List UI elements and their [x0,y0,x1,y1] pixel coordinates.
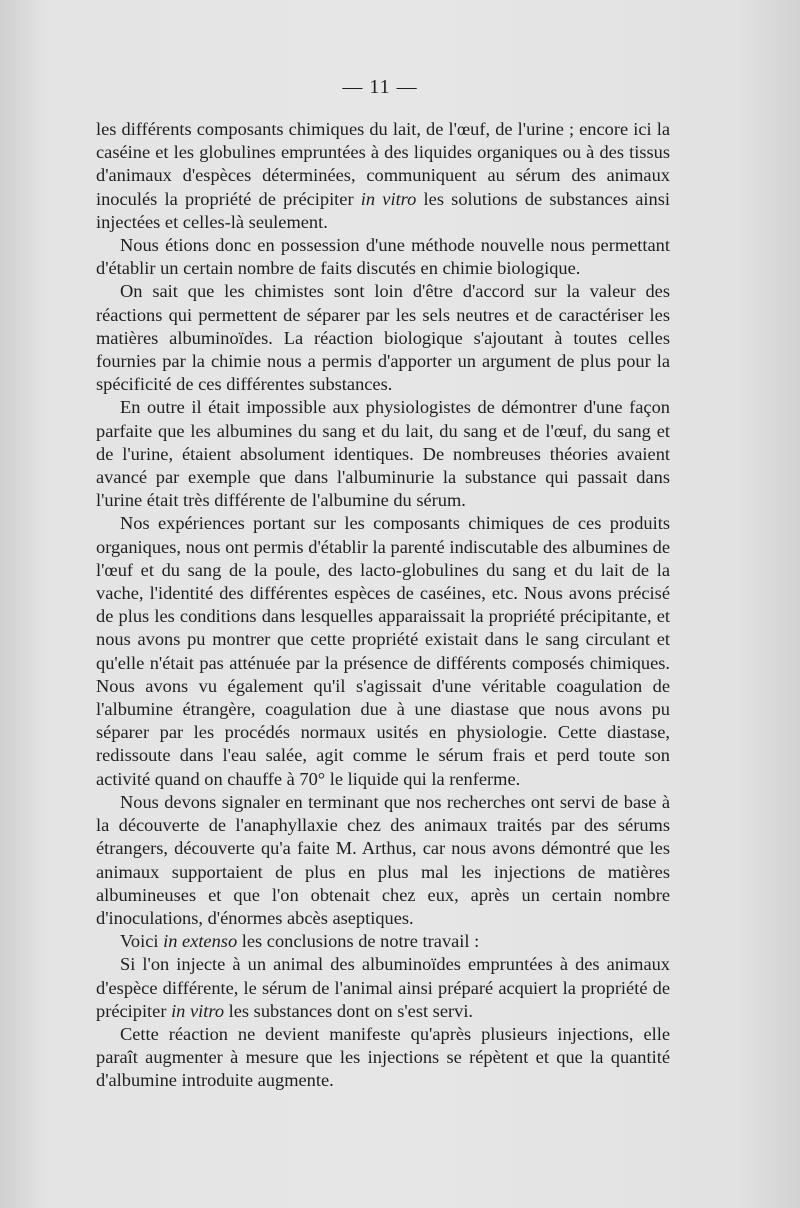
page-number: — 11 — [342,76,418,98]
text-segment: Nous devons signaler en terminant que nos recherches ont servi de base à la découverte de l'anaphyllaxie chez des animaux traités par des sérums étrangers, découverte qu'a faite M. Arthus, car nous avons démontré que les animaux supportaient de plus en plus mal les injections de matières albumineuses et que l'on obtenait chez eux, après un certain nombre d'inoculations, d'énormes abcès aseptiques. [96,791,670,928]
text-segment: les conclusions de notre travail : [237,931,480,952]
paragraph [96,280,670,396]
paragraph [96,396,670,512]
text-segment: Cette réaction ne devient manifeste qu'après plusieurs injections, elle paraît augmenter à mesure que les injections se répètent et que la quantité d'albumine introduite augmente. [96,1023,670,1091]
paragraph [96,512,670,790]
paragraph [96,118,670,234]
paragraph [96,930,670,953]
paragraph [96,791,670,930]
text-segment: Nos expériences portant sur les composants chimiques de ces produits organiques, nous ont permis d'établir la parenté indiscutable des albumines de l'œuf et du sang de la poule, des lacto-globulines du sang et du lait de la vache, l'identité des différentes espèces de caséines, etc. Nous avons précisé de plus les conditions dans lesquelles apparaissait la propriété précipitante, et nous avons pu montrer que cette propriété existait dans le sang circulant et qu'elle n'était pas atténuée par la présence de différents composés chimiques. Nous avons vu également qu'il s'agissait d'une véritable coagulation de l'albumine étrangère, coagulation due à une diastase que nous avons pu séparer par les procédés normaux usités en physiologie. Cette diastase, redissoute dans l'eau salée, agit comme le sérum frais et perd toute son activité quand on chauffe à 70° le liquide qui la renferme. [96,513,670,789]
paragraph [96,234,670,280]
text-segment: les solutions de substances ainsi injectées et celles-là seulement. [96,188,670,232]
paragraph [96,1023,670,1093]
text-segment: On sait que les chimistes sont loin d'être d'accord sur la valeur des réactions qui permettent de séparer par les sels neutres et de caractériser les matières albuminoïdes. La réaction biologique s'ajoutant à toutes celles fournies par la chimie nous a permis d'apporter un argument de plus pour la spécificité de ces différentes substances. [96,281,670,395]
text-segment: les différents composants chimiques du lait, de l'œuf, de l'urine ; encore ici la caséine et les globulines empruntées à des liquides organiques ou à des tissus d'animaux d'espèces déterminées, communiquent au sérum des animaux inoculés la propriété de précipiter [96,119,670,209]
body-text [96,118,670,1093]
italic-text: in extenso [163,931,238,952]
text-segment: Si l'on injecte à un animal des albuminoïdes empruntées à des animaux d'espèce différente, le sérum de l'animal ainsi préparé acquiert la propriété de précipiter [96,954,670,1021]
paragraph [96,953,670,1023]
italic-text: in vitro [171,1000,225,1021]
italic-text: in vitro [360,188,417,209]
text-segment: En outre il était impossible aux physiologistes de démontrer d'une façon parfaite que les albumines du sang et du lait, du sang et de l'œuf, du sang et de l'urine, étaient absolument identiques. De nombreuses théories avaient avancé par exemple que dans l'albuminurie la substance qui passait dans l'urine était très différente de l'albumine du sérum. [96,397,670,511]
text-segment: Nous étions donc en possession d'une méthode nouvelle nous permettant d'établir un certain nombre de faits discutés en chimie biologique. [96,235,670,279]
text-segment: Voici [120,931,164,952]
text-segment: les substances dont on s'est servi. [224,1000,474,1021]
